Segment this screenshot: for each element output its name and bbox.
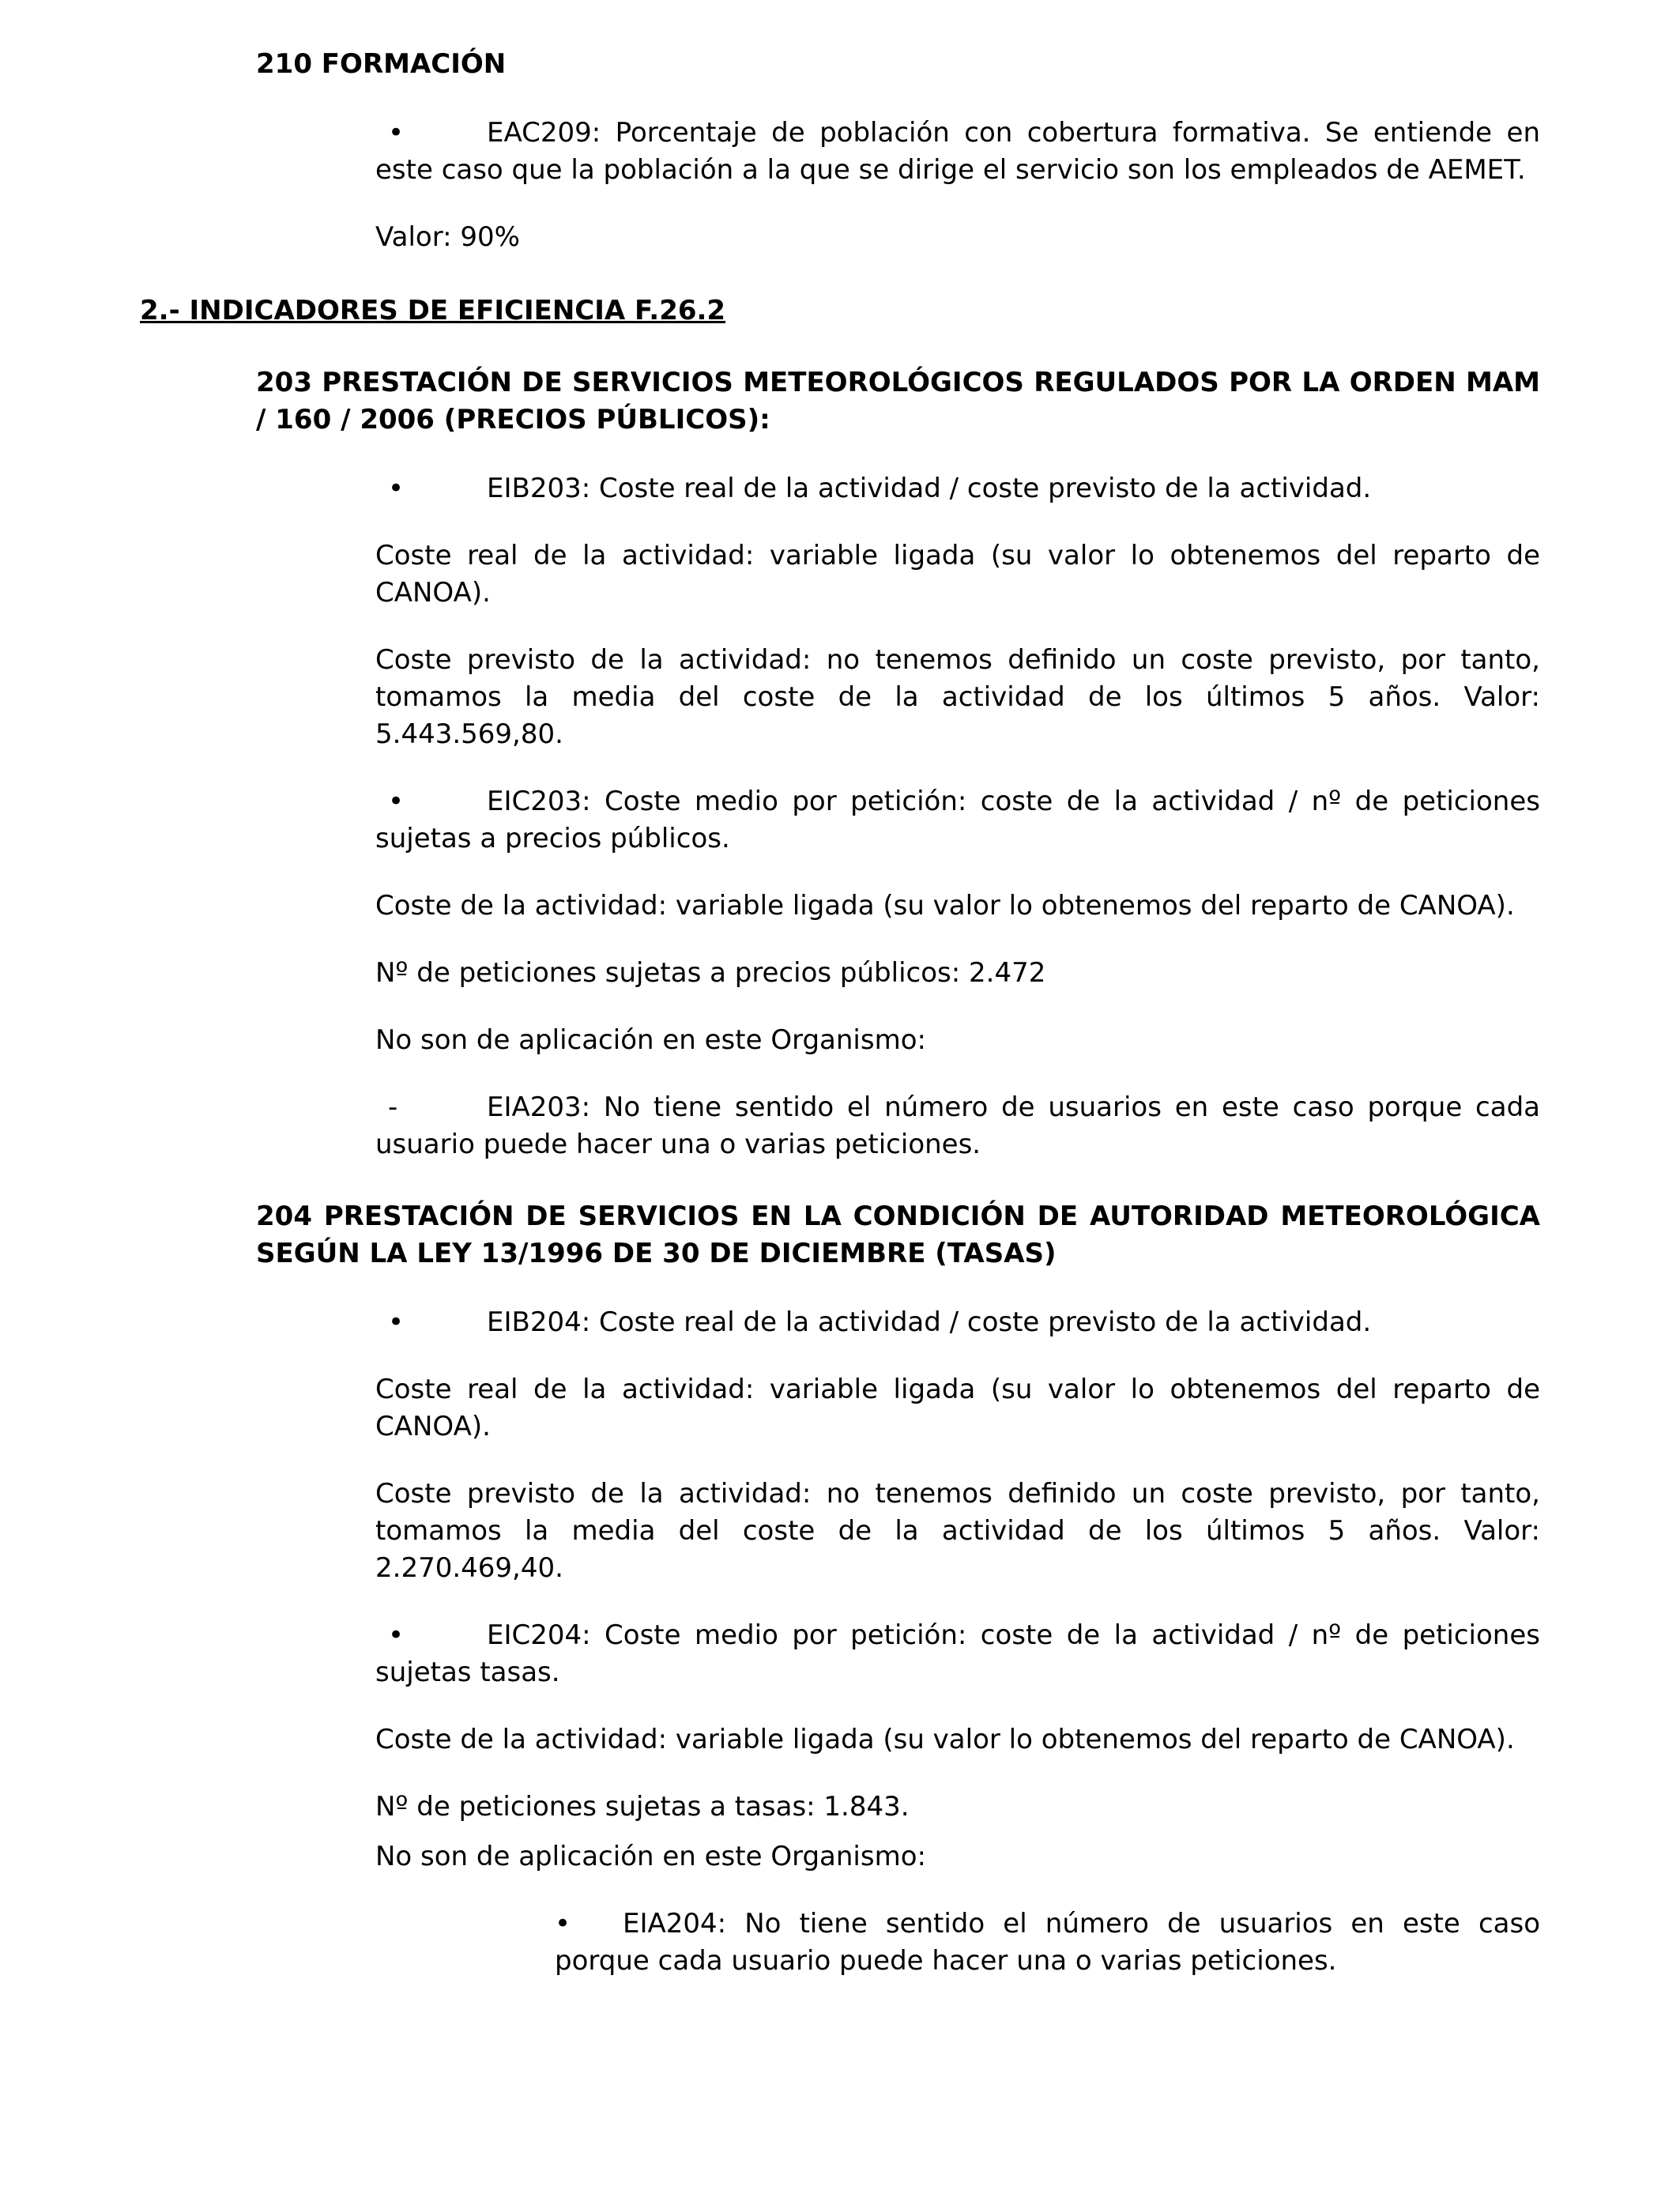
paragraph-no-aplicacion-203: No son de aplicación en este Organismo: xyxy=(375,1024,926,1056)
bullet-text-eia204: EIA204: No tiene sentido el número de usuarios en este caso porque cada usuario puede hacer una o varias peticiones. xyxy=(555,1908,1540,1977)
heading-indicadores-eficiencia: 2.- INDICADORES DE EFICIENCIA F.26.2 xyxy=(140,295,726,326)
bullet-item-eib203 xyxy=(375,470,1540,507)
bullet-text-eic204: EIC204: Coste medio por petición: coste de la actividad / nº de peticiones sujetas tasas. xyxy=(375,1619,1540,1688)
dash-item-eia203 xyxy=(375,1089,1540,1163)
paragraph-coste-real-203: Coste real de la actividad: variable ligada (su valor lo obtenemos del reparto de CANOA). xyxy=(375,540,1540,609)
bullet-icon: • xyxy=(555,1908,571,1940)
bullet-item-eia204 xyxy=(555,1906,1540,1980)
paragraph-num-peticiones-203: Nº de peticiones sujetas a precios públicos: 2.472 xyxy=(375,957,1046,989)
paragraph-num-peticiones-204: Nº de peticiones sujetas a tasas: 1.843. xyxy=(375,1791,910,1823)
paragraph-no-aplicacion-204: No son de aplicación en este Organismo: xyxy=(375,1841,926,1872)
bullet-text-eib204: EIB204: Coste real de la actividad / coste previsto de la actividad. xyxy=(487,1306,1372,1338)
paragraph-valor-90: Valor: 90% xyxy=(375,221,520,253)
paragraph-coste-previsto-204: Coste previsto de la actividad: no tenemos definido un coste previsto, por tanto, tomamos la media del coste de la actividad de los últimos 5 años. Valor: 2.270.469,40. xyxy=(375,1478,1540,1584)
dash-icon: - xyxy=(388,1091,398,1123)
bullet-item-eib204 xyxy=(375,1304,1540,1341)
bullet-text-eib203: EIB203: Coste real de la actividad / coste previsto de la actividad. xyxy=(487,473,1372,504)
paragraph-coste-actividad-203: Coste de la actividad: variable ligada (su valor lo obtenemos del reparto de CANOA). xyxy=(375,890,1515,922)
bullet-icon: • xyxy=(388,786,405,817)
paragraph-coste-previsto-203: Coste previsto de la actividad: no tenemos definido un coste previsto, por tanto, tomamos la media del coste de la actividad de los últimos 5 años. Valor: 5.443.569,80. xyxy=(375,644,1540,750)
bullet-icon: • xyxy=(388,473,405,504)
bullet-icon: • xyxy=(388,1619,405,1651)
heading-203-prestacion: 203 PRESTACIÓN DE SERVICIOS METEOROLÓGICOS REGULADOS POR LA ORDEN MAM / 160 / 2006 (PRECIOS PÚBLICOS): xyxy=(256,367,1540,435)
bullet-text-eic203: EIC203: Coste medio por petición: coste de la actividad / nº de peticiones sujetas a precios públicos. xyxy=(375,786,1540,854)
bullet-item-eic204 xyxy=(375,1617,1540,1691)
dash-text-eia203: EIA203: No tiene sentido el número de usuarios en este caso porque cada usuario puede hacer una o varias peticiones. xyxy=(375,1091,1540,1160)
bullet-item-eic203 xyxy=(375,783,1540,858)
bullet-text-eac209: EAC209: Porcentaje de población con cobertura formativa. Se entiende en este caso que la población a la que se dirige el servicio son los empleados de AEMET. xyxy=(375,117,1540,186)
paragraph-coste-real-204: Coste real de la actividad: variable ligada (su valor lo obtenemos del reparto de CANOA). xyxy=(375,1374,1540,1442)
heading-204-prestacion: 204 PRESTACIÓN DE SERVICIOS EN LA CONDICIÓN DE AUTORIDAD METEOROLÓGICA SEGÚN LA LEY 13/1996 DE 30 DE DICIEMBRE (TASAS) xyxy=(256,1201,1540,1269)
bullet-icon: • xyxy=(388,1306,405,1338)
paragraph-coste-actividad-204: Coste de la actividad: variable ligada (su valor lo obtenemos del reparto de CANOA). xyxy=(375,1724,1515,1755)
heading-210-formacion: 210 FORMACIÓN xyxy=(256,48,507,80)
bullet-item-eac209 xyxy=(375,115,1540,189)
bullet-icon: • xyxy=(388,117,405,149)
